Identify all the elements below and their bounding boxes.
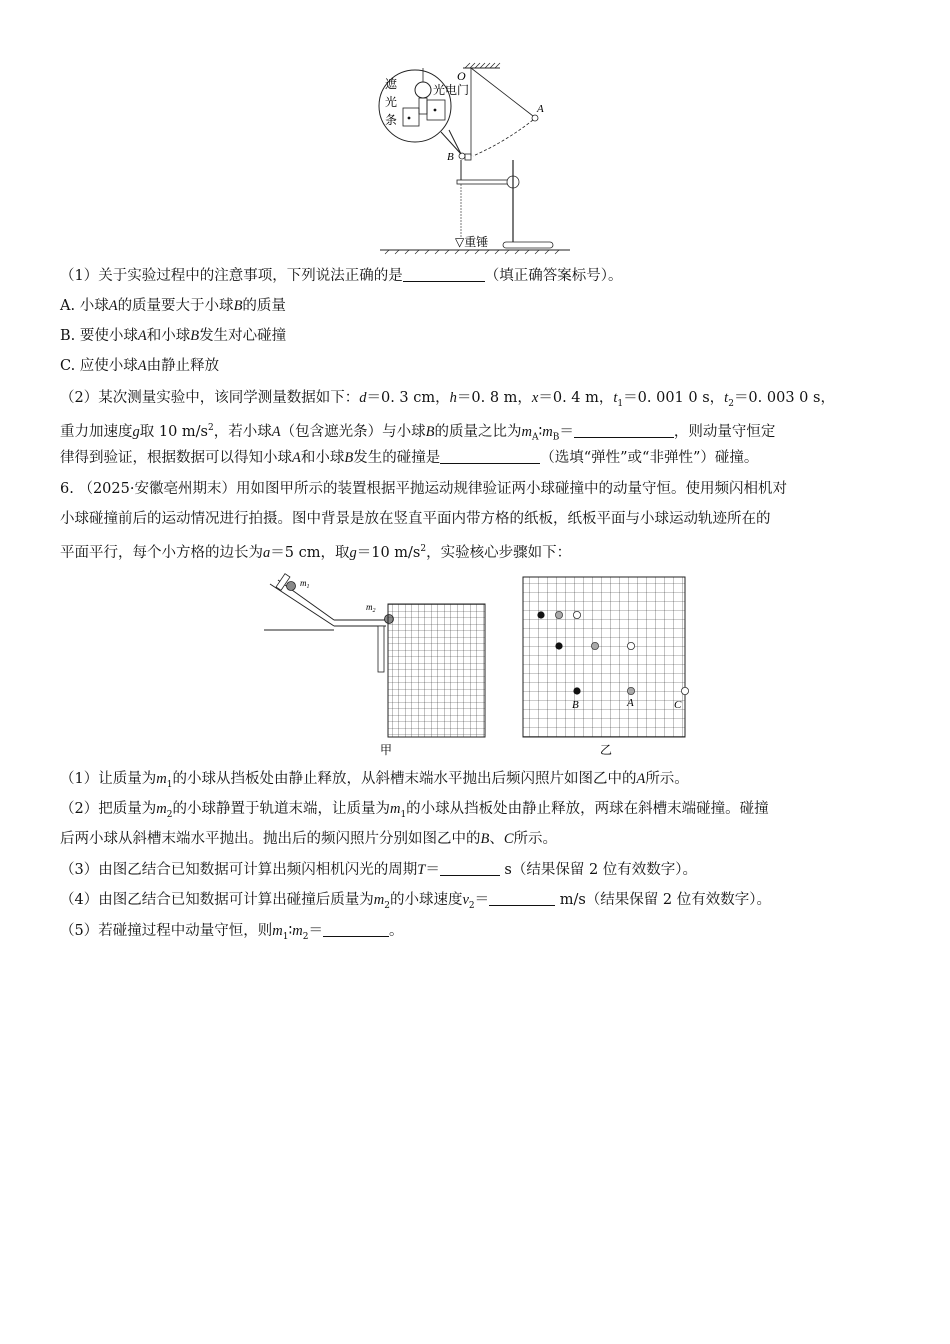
q5-part2-line2 bbox=[60, 418, 775, 448]
var-m: m bbox=[373, 892, 385, 908]
flash-ball-c-2 bbox=[627, 642, 634, 649]
equals: ＝ bbox=[308, 923, 323, 939]
var-b: B bbox=[480, 831, 490, 847]
flash-ball-c-3 bbox=[681, 687, 688, 694]
label-o: O bbox=[457, 69, 466, 83]
sub-1: 1 bbox=[400, 809, 407, 820]
equals: ＝ bbox=[474, 892, 490, 908]
option-a-mid: 的质量要大于小球 bbox=[117, 298, 234, 314]
value-d: ＝0. 3 cm， bbox=[366, 390, 450, 406]
answer-blank-velocity[interactable] bbox=[489, 891, 555, 906]
text: 律得到验证，根据数据可以得知小球 bbox=[60, 450, 292, 466]
value-h: ＝0. 8 m， bbox=[456, 390, 532, 406]
option-b-end: 发生对心碰撞 bbox=[199, 328, 287, 344]
var-m: m bbox=[389, 801, 401, 817]
label-zhe: 遮 bbox=[385, 77, 398, 91]
text: （包含遮光条）与小球 bbox=[280, 423, 426, 440]
sub-a: A bbox=[531, 432, 539, 443]
q6-step2-line2 bbox=[60, 829, 557, 849]
figure-jia bbox=[262, 572, 492, 762]
text: 取 10 m/s bbox=[139, 423, 208, 440]
text: 的小球速度 bbox=[389, 892, 463, 908]
text: ，若小球 bbox=[213, 423, 272, 440]
var-h: h bbox=[449, 390, 457, 406]
var-m: m bbox=[292, 923, 303, 939]
q6-step1 bbox=[60, 769, 689, 795]
figure-yi bbox=[520, 574, 690, 762]
var-x: x bbox=[531, 390, 539, 406]
text: （3）由图乙结合已知数据可计算出频闪相机闪光的周期 bbox=[60, 862, 418, 878]
var-m: m bbox=[521, 423, 532, 440]
text: 和小球 bbox=[300, 450, 345, 466]
option-b-mid: 和小球 bbox=[146, 328, 191, 344]
var-g: g bbox=[349, 544, 357, 561]
text: 。 bbox=[388, 923, 404, 939]
label-b-ball: B bbox=[447, 151, 454, 163]
label-c: C bbox=[674, 699, 682, 711]
flash-ball-a-3 bbox=[627, 687, 634, 694]
sub-1: 1 bbox=[282, 931, 289, 942]
label-m2: $m_2$ bbox=[366, 602, 376, 614]
label-tiao: 条 bbox=[385, 113, 398, 127]
text: 平面平行，每个小方格的边长为 bbox=[60, 544, 263, 561]
sub-2: 2 bbox=[166, 809, 173, 820]
text: 的小球从挡板处由静止释放，两球在斜槽末端碰撞。碰撞 bbox=[406, 801, 769, 817]
option-c-text: C. 应使小球 bbox=[60, 358, 138, 374]
label-weight: ▽重锤 bbox=[455, 235, 489, 249]
var-a: A bbox=[271, 423, 281, 440]
flash-ball-c-1 bbox=[573, 611, 580, 618]
flash-ball-b-2 bbox=[555, 642, 562, 649]
var-a: A bbox=[636, 771, 646, 787]
equals: ＝ bbox=[559, 423, 574, 440]
text: s（结果保留 2 位有效数字）。 bbox=[499, 862, 698, 878]
label-a: A bbox=[627, 697, 634, 709]
sub-2: 2 bbox=[728, 398, 734, 409]
var-a: A bbox=[108, 298, 118, 314]
sub-2: 2 bbox=[468, 900, 475, 911]
q5-option-c bbox=[60, 356, 219, 376]
sub-2: 2 bbox=[302, 931, 309, 942]
text: （4）由图乙结合已知数据可计算出碰撞后质量为 bbox=[60, 892, 374, 908]
var-a: A bbox=[137, 358, 147, 374]
var-a: A bbox=[292, 450, 301, 466]
text: 的质量之比为 bbox=[434, 423, 522, 440]
var-b: B bbox=[190, 328, 200, 344]
text: 所示。 bbox=[645, 771, 689, 787]
text: （选填“弹性”或“非弹性”）碰撞。 bbox=[540, 450, 759, 466]
answer-blank-q5-1[interactable] bbox=[403, 267, 485, 282]
q6-step3 bbox=[60, 860, 697, 880]
q5-part2-line1 bbox=[60, 388, 835, 414]
answer-blank-collision-type[interactable] bbox=[440, 449, 540, 464]
sub-1: 1 bbox=[166, 779, 173, 790]
q5-option-b bbox=[60, 326, 286, 346]
text: （1）让质量为 bbox=[60, 771, 157, 787]
ratio-colon: ∶ bbox=[288, 923, 293, 939]
separator: 、 bbox=[489, 831, 504, 847]
var-b: B bbox=[344, 450, 354, 466]
var-m: m bbox=[272, 923, 283, 939]
text: 的小球从挡板处由静止释放，从斜槽末端水平抛出后频闪照片如图乙中的 bbox=[172, 771, 637, 787]
text: 所示。 bbox=[513, 831, 558, 847]
q5-option-a bbox=[60, 296, 286, 316]
option-a-text: A. 小球 bbox=[60, 298, 109, 314]
var-t2: t bbox=[724, 390, 729, 406]
option-a-end: 的质量 bbox=[242, 298, 286, 314]
option-c-end: 由静止释放 bbox=[146, 358, 220, 374]
var-b: B bbox=[425, 423, 435, 440]
sub-2: 2 bbox=[384, 900, 390, 911]
var-d: d bbox=[359, 390, 367, 406]
var-a: A bbox=[137, 328, 147, 344]
superscript: 2 bbox=[420, 544, 427, 554]
label-a-ball: A bbox=[537, 103, 544, 115]
var-a: a bbox=[263, 544, 271, 561]
ratio-colon: ∶ bbox=[538, 423, 543, 440]
equals: ＝ bbox=[425, 862, 440, 878]
q5-part2-line3 bbox=[60, 448, 758, 468]
text: ，实验核心步骤如下： bbox=[426, 544, 572, 561]
text: （2）把质量为 bbox=[60, 801, 157, 817]
text: 重力加速度 bbox=[60, 423, 133, 440]
value-a: ＝5 cm，取 bbox=[270, 544, 350, 561]
text: ，则动量守恒定 bbox=[673, 423, 776, 440]
superscript: 2 bbox=[208, 423, 214, 433]
flash-ball-b-3 bbox=[573, 687, 580, 694]
var-m: m bbox=[542, 423, 553, 440]
text: 后两小球从斜槽末端水平抛出。抛出后的频闪照片分别如图乙中的 bbox=[60, 831, 481, 847]
label-photogate: 光电门 bbox=[433, 83, 470, 97]
answer-blank-period[interactable] bbox=[440, 861, 500, 876]
q6-intro-line2: 小球碰撞前后的运动情况进行拍摄。图中背景是放在竖直平面内带方格的纸板，纸板平面与小球运动轨迹所在的 bbox=[60, 511, 771, 527]
text: 发生的碰撞是 bbox=[353, 450, 441, 466]
value-x: ＝0. 4 m， bbox=[538, 390, 614, 406]
label-m1: $m_1$ bbox=[300, 578, 310, 590]
var-g: g bbox=[132, 423, 140, 440]
q6-intro-line3 bbox=[60, 539, 571, 563]
sub-b: B bbox=[552, 432, 560, 443]
value-t2: ＝0. 003 0 s， bbox=[733, 390, 835, 406]
text: （5）若碰撞过程中动量守恒，则 bbox=[60, 923, 273, 939]
option-b-text: B. 要使小球 bbox=[60, 328, 138, 344]
var-t: T bbox=[417, 862, 426, 878]
flash-ball-a-2 bbox=[591, 642, 598, 649]
var-m: m bbox=[156, 771, 167, 787]
answer-blank-mass-ratio[interactable] bbox=[574, 423, 674, 438]
label-b: B bbox=[572, 699, 579, 711]
var-m: m bbox=[156, 801, 167, 817]
q5-part1-hint: （填正确答案标号）。 bbox=[484, 268, 623, 284]
value-g: ＝10 m/s bbox=[356, 544, 421, 561]
label-guang: 光 bbox=[385, 95, 398, 109]
value-t1: ＝0. 001 0 s， bbox=[623, 390, 725, 406]
q5-part1 bbox=[60, 266, 622, 286]
answer-blank-ratio[interactable] bbox=[323, 922, 389, 937]
caption-jia: 甲 bbox=[380, 743, 393, 757]
pendulum-apparatus-figure bbox=[375, 60, 575, 260]
var-v: v bbox=[462, 892, 469, 908]
q6-intro-line1: 6. （2025·安徽亳州期末）用如图甲所示的装置根据平抛运动规律验证两小球碰撞中的动量守恒。使用频闪相机对 bbox=[60, 481, 787, 497]
var-b: B bbox=[233, 298, 243, 314]
q6-step5 bbox=[60, 921, 403, 947]
caption-yi: 乙 bbox=[600, 743, 613, 757]
var-c: C bbox=[503, 831, 514, 847]
q6-step2-line1 bbox=[60, 799, 769, 825]
flash-ball-b-1 bbox=[537, 611, 544, 618]
var-t1: t bbox=[613, 390, 618, 406]
q5-part1-text: （1）关于实验过程中的注意事项，下列说法正确的是 bbox=[60, 268, 403, 284]
text: m/s（结果保留 2 位有效数字）。 bbox=[555, 892, 772, 908]
q6-step4 bbox=[60, 890, 771, 916]
text: 的小球静置于轨道末端，让质量为 bbox=[172, 801, 390, 817]
sub-1: 1 bbox=[617, 398, 624, 409]
ball-m1 bbox=[287, 582, 296, 591]
part2-intro: （2）某次测量实验中，该同学测量数据如下： bbox=[60, 390, 360, 406]
flash-ball-a-1 bbox=[555, 611, 562, 618]
